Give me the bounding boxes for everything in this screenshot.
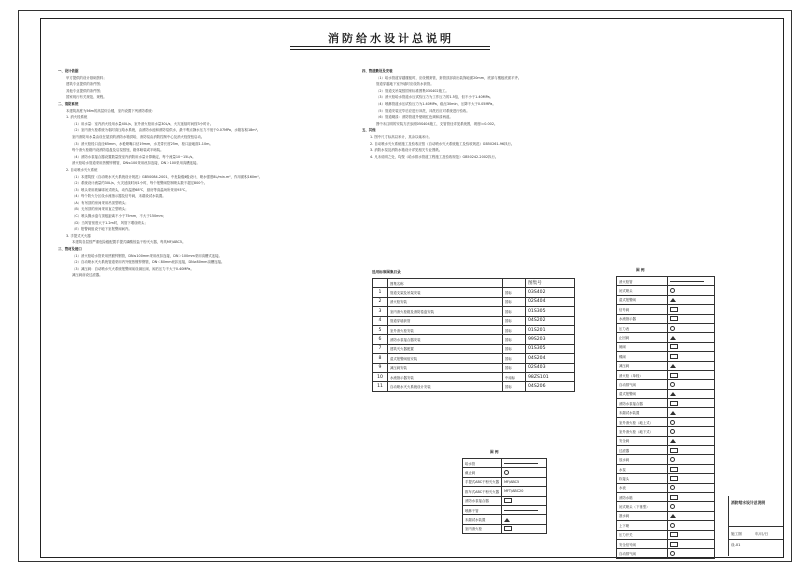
legend-symbol-cell (668, 464, 715, 473)
legend-row (463, 459, 547, 468)
legend2-caption: 图 例 (636, 268, 645, 272)
legend-name: 湿式报警阀 (617, 295, 668, 304)
box-symbol-icon (504, 498, 512, 503)
legend-symbol-text: MF/ABC5 (504, 479, 520, 484)
dot-symbol-icon (670, 420, 675, 425)
note-line: （1）本建筑按《自动喷水灭火系统设计规范》GB50084-2001，中危险级Ⅱ级设计，喷水强度8L/min.m²，作用面积160m²。 (72, 174, 263, 179)
legend-symbol-cell (668, 427, 715, 436)
note-line: （2）自动喷水灭火系统管道采用内外壁热镀锌钢管，DN＜80mm丝扣连接，DN≥80mm沟槽连接。 (72, 260, 225, 265)
legend-symbol-cell (668, 314, 715, 323)
legend-symbol-cell (668, 342, 715, 351)
dot-symbol-icon (670, 457, 675, 462)
legend-symbol-cell (668, 492, 715, 501)
atlas-kind: 国标 (503, 344, 526, 353)
legend-name: 减压阀 (617, 361, 668, 370)
dot-symbol-icon (670, 326, 675, 331)
legend-symbol-cell (668, 286, 715, 295)
table-row (373, 344, 575, 353)
note-line: 消火栓给水管道采用热镀锌钢管，DN≤100采用丝扣连接，DN＞100采用沟槽连接。 (72, 161, 200, 166)
legend-row (463, 496, 547, 505)
box-symbol-icon (670, 344, 678, 349)
box-symbol-icon (670, 542, 678, 547)
legend-row (463, 477, 547, 486)
box-symbol-icon (670, 476, 678, 481)
atlas-kind: 国标 (503, 307, 526, 316)
note-line: （D）当风管宽度大于1.2m时，风管下增设喷头； (72, 220, 148, 225)
tri-symbol-icon (670, 392, 676, 396)
legend-name: 软接头 (617, 474, 668, 483)
atlas-code: 02S404 (526, 297, 575, 306)
table-row (373, 288, 575, 297)
note-line: （3）喷头采用玻璃球闭式喷头，动作温度68℃，厨房等高温场所采用93℃。 (72, 187, 189, 192)
tri-symbol-icon (670, 298, 676, 302)
table-row (373, 363, 575, 372)
legend-symbol-cell (502, 477, 547, 486)
atlas-code: 98ZS101 (526, 372, 575, 381)
legend-symbol-cell (668, 295, 715, 304)
note-line: 五、其他 (362, 128, 376, 133)
note-line: 1. 消火栓系统 (66, 115, 88, 120)
note-line: 1. 图中尺寸标高以米计，其余以毫米计。 (370, 134, 432, 139)
legend-symbol-cell (668, 305, 715, 314)
dot-symbol-icon (504, 470, 509, 475)
note-line: 3. 手提式灭火器 (66, 233, 91, 238)
note-line: 二、消防系统 (58, 101, 79, 106)
row-number: 6 (373, 335, 388, 344)
legend-row (617, 408, 715, 417)
legend-row (617, 483, 715, 492)
legend-symbol-cell (668, 333, 715, 342)
title-block-rule (729, 539, 783, 540)
legend-symbol-cell (668, 352, 715, 361)
legend-name: 泄水阀 (617, 511, 668, 520)
legend-row (617, 342, 715, 351)
legend-symbol-cell (502, 459, 547, 468)
note-line: （4）喷淋管道水压试验压力为1.40MPa，稳压30min，压降不大于0.05MPa。 (376, 101, 496, 106)
note-line: 四、管道敷设及安装 (362, 69, 393, 73)
header-cell: 图集名称 (388, 279, 503, 288)
note-line: （1）消火栓给水管采用热镀锌钢管，DN≤100mm采用丝扣连接，DN＞100mm采用沟槽式连接。 (72, 253, 222, 258)
legend-name: 手提式ABC干粉灭火器 (463, 477, 502, 486)
dot-symbol-icon (670, 429, 675, 434)
legend-table-2 (616, 276, 715, 559)
note-line: 每个消火栓箱内设消防卷盘及启泵按钮，箱体暗装或半暗装。 (72, 148, 164, 153)
note-line: 2. 自动喷水灭火系统 (66, 167, 98, 172)
atlas-code: 99S203 (526, 335, 575, 344)
legend-symbol-cell (668, 502, 715, 511)
note-line: （4）每个防火分区设水流指示器及信号阀，末端设试水装置。 (72, 194, 166, 199)
legend-row (463, 515, 547, 524)
atlas-kind: 国标 (503, 297, 526, 306)
box-symbol-icon (670, 307, 678, 312)
note-line: （1）用水量：室内消火栓用水量40L/s，室外消火栓用水量30L/s，火灾延续时间按3小时计。 (72, 121, 214, 126)
atlas-name: 室内消火栓箱及消防卷盘安装 (388, 307, 503, 316)
legend-symbol-cell (502, 468, 547, 477)
row-number: 7 (373, 344, 388, 353)
header-cell (503, 279, 526, 288)
legend-row (617, 436, 715, 445)
title-block-number: 设-01 (731, 543, 741, 547)
legend-symbol-cell (668, 408, 715, 417)
legend-symbol-cell (668, 370, 715, 379)
table-row (373, 307, 575, 316)
dot-symbol-icon (670, 485, 675, 490)
row-number: 11 (373, 382, 388, 391)
atlas-code: 01S201 (526, 325, 575, 334)
std-table-caption: 选用标准图集目录 (372, 270, 401, 274)
legend-name: 消防水泵接合器 (463, 496, 502, 505)
legend-row (617, 361, 715, 370)
header-cell: 图集号 (526, 279, 575, 288)
note-line: 一、设计依据 (58, 69, 79, 73)
legend-symbol-cell (668, 549, 715, 558)
legend-symbol-cell (668, 483, 715, 492)
legend-row (617, 417, 715, 426)
legend-row (617, 521, 715, 530)
legend-name: 安全信号阀 (617, 539, 668, 548)
legend-symbol-cell (668, 277, 715, 286)
box-symbol-icon (670, 532, 678, 537)
legend-row (617, 295, 715, 304)
legend-symbol-cell (668, 455, 715, 464)
atlas-code: 04S204 (526, 354, 575, 363)
legend-symbol-text: MFT/ABC20 (504, 489, 524, 494)
note-line: （B）无吊顶的房间采用直立型喷头； (72, 207, 129, 212)
legend-name: 末端试水装置 (463, 515, 502, 524)
atlas-name: 建筑灭火器配置 (388, 344, 503, 353)
atlas-code: 04S202 (526, 316, 575, 325)
legend-symbol-cell (502, 524, 547, 533)
row-number: 2 (373, 297, 388, 306)
legend-row (617, 333, 715, 342)
legend-name: 推车式ABC干粉灭火器 (463, 487, 502, 496)
legend-name: 消火栓（单栓） (617, 370, 668, 379)
note-line: 2. 自动喷水灭火系统施工及验收应按《自动喷水灭火系统施工及验收规范》GB50261-96执行。 (370, 141, 515, 146)
legend-name: 安全阀 (617, 436, 668, 445)
note-line: （5）管道安装完毕后应进行冲洗，冲洗后应对系统进行验收。 (376, 108, 470, 113)
row-number: 10 (373, 372, 388, 381)
box-symbol-icon (670, 467, 678, 472)
tri-symbol-icon (670, 411, 676, 415)
note-line: 减压阀前设过滤器。 (72, 273, 103, 278)
title-underline (290, 46, 490, 50)
table-row (373, 335, 575, 344)
legend-name: 闭式喷头（下垂型） (617, 502, 668, 511)
note-line: 管道穿越地下室外墙时应设防水套管。 (376, 82, 434, 87)
legend-name: 自动排气阀 (617, 380, 668, 389)
note-line: 3. 消防水泵及消防水箱设计详见相关专业图纸。 (370, 148, 443, 153)
atlas-kind: 国标 (503, 382, 526, 391)
tri-symbol-icon (670, 514, 676, 518)
title-block-name: 消防给水设计总说明 (731, 500, 766, 505)
dot-symbol-icon (670, 504, 675, 509)
row-number: 5 (373, 325, 388, 334)
tri-symbol-icon (670, 439, 676, 443)
line-symbol-icon (670, 281, 704, 282)
atlas-name: 湿式报警阀组安装 (388, 354, 503, 363)
dot-symbol-icon (670, 551, 675, 556)
legend-row (617, 389, 715, 398)
legend-row (617, 427, 715, 436)
left-notes-column (58, 68, 358, 279)
atlas-name: 减压阀安装 (388, 363, 503, 372)
legend-row (463, 524, 547, 533)
title-block (728, 496, 783, 556)
legend-symbol-cell (668, 361, 715, 370)
atlas-kind: 国标 (503, 335, 526, 344)
legend-name: 自动排气阀 (617, 549, 668, 558)
line-symbol-icon (504, 463, 538, 464)
legend-name: 消防水泵接合器 (617, 399, 668, 408)
legend-symbol-cell (502, 505, 547, 514)
note-line: （C）喷头溅水盘与顶板距离不小于75mm，不大于150mm； (72, 214, 167, 219)
legend-row (617, 286, 715, 295)
legend-name: 给水管 (463, 459, 502, 468)
atlas-kind: 国标 (503, 325, 526, 334)
row-number: 3 (373, 307, 388, 316)
atlas-kind: 国标 (503, 288, 526, 297)
note-line: 建筑专业提供的条件图； (66, 82, 104, 87)
legend-row (617, 539, 715, 548)
legend-name: 压力开关 (617, 530, 668, 539)
legend-symbol-cell (668, 417, 715, 426)
legend-row (617, 380, 715, 389)
note-line: 其他专业提供的条件图； (66, 88, 104, 93)
legend-name: 室外消火栓（地下式） (617, 427, 668, 436)
atlas-code: 01S305 (526, 344, 575, 353)
title-block-stage: 施工图 (731, 532, 742, 536)
atlas-name: 室外消火栓安装 (388, 325, 503, 334)
legend-row (617, 446, 715, 455)
row-number: 9 (373, 363, 388, 372)
box-symbol-icon (670, 354, 678, 359)
atlas-name: 水流指示器安装 (388, 372, 503, 381)
legend1-caption: 图 例 (490, 450, 499, 454)
legend-row (617, 474, 715, 483)
legend-name: 信号阀 (617, 305, 668, 314)
atlas-kind: 国标 (503, 316, 526, 325)
line-symbol-icon (504, 510, 538, 511)
legend-name: 截止阀 (463, 468, 502, 477)
tri-symbol-icon (670, 364, 676, 368)
legend-name: 水泵 (617, 464, 668, 473)
legend-symbol-cell (668, 446, 715, 455)
legend-name: 放水阀 (617, 455, 668, 464)
legend-name: 室外消火栓（地上式） (617, 417, 668, 426)
title-block-date: 年/月/日 (755, 532, 769, 536)
legend-symbol-cell (668, 511, 715, 520)
legend-row (617, 352, 715, 361)
legend-symbol-cell (668, 530, 715, 539)
note-line: （3）减压阀：自动喷水灭火系统报警阀前设减压阀，阀后压力不大于0.40MPa。 (72, 266, 194, 271)
atlas-name: 管道穿墙套管 (388, 316, 503, 325)
legend-symbol-cell (668, 436, 715, 445)
atlas-kind: 中南标 (503, 372, 526, 381)
note-line: （3）消火栓栓口直径65mm，水枪喷嘴口径19mm，水龙带长度25m，栓口距地面1.10m。 (72, 141, 213, 146)
dot-symbol-icon (670, 288, 675, 293)
legend-name: 水流指示器 (617, 314, 668, 323)
legend-row (617, 323, 715, 332)
legend-symbol-cell (668, 539, 715, 548)
legend-table-1 (462, 458, 547, 534)
legend-symbol-cell (502, 496, 547, 505)
table-row (373, 316, 575, 325)
box-symbol-icon (670, 401, 678, 406)
row-number: 1 (373, 288, 388, 297)
legend-symbol-cell (668, 380, 715, 389)
row-number: 4 (373, 316, 388, 325)
atlas-name: 消防水泵接合器安装 (388, 335, 503, 344)
note-line: （E）报警阀组设于地下室报警阀间内。 (72, 227, 132, 232)
legend-name: 压力表 (617, 323, 668, 332)
legend-name: 消火栓管 (617, 277, 668, 286)
box-symbol-icon (670, 316, 678, 321)
table-row (373, 354, 575, 363)
table-row (373, 382, 575, 391)
atlas-code: 03S402 (526, 288, 575, 297)
legend-row (463, 468, 547, 477)
header-cell (373, 279, 388, 288)
row-number: 8 (373, 354, 388, 363)
legend-row (463, 487, 547, 496)
table-row (373, 297, 575, 306)
legend-row (617, 277, 715, 286)
note-line: 本建筑高度为56m的高层综合楼，室内设置下列消防系统： (66, 108, 155, 113)
note-line: 三、管材及接口 (58, 247, 82, 252)
legend-name: 上下喷 (617, 521, 668, 530)
note-line: 室内消防用水量由设在屋顶的消防水箱供给，消防泵由消防控制中心及消火栓按钮启动。 (72, 134, 205, 139)
note-line: （3）消火栓给水管道水压试验压力为工作压力的1.5倍，但不小于1.40MPa。 (376, 95, 493, 100)
legend-row (463, 505, 547, 514)
legend-symbol-cell (668, 389, 715, 398)
atlas-code: 01S305 (526, 307, 575, 316)
note-line: （2）室内消火栓系统为临时高压给水系统，由消防水池和消防泵供水，最不利点静水压力不低于0.07MPa，水箱容积18m³。 (72, 128, 261, 133)
atlas-name: 管道支架及吊架安装 (388, 288, 503, 297)
box-symbol-icon (670, 373, 678, 378)
legend-row (617, 370, 715, 379)
note-line: 甲方提供的设计基础资料； (66, 75, 107, 80)
legend-name: 水表 (617, 483, 668, 492)
legend-symbol-cell (502, 515, 547, 524)
legend-row (617, 314, 715, 323)
tri-symbol-icon (504, 518, 510, 522)
atlas-code: 04S206 (526, 382, 575, 391)
note-line: 国家现行有关规范、规程。 (66, 95, 107, 100)
standard-atlas-table (372, 278, 575, 392)
note-line: 4. 凡未说明之处，均按《给水排水管道工程施工及验收规范》GB50242-2002执行。 (370, 154, 499, 159)
note-line: （1）给水管道穿越楼板时，应设钢套管，套管顶部高出装饰地面20mm，底部与楼板底面平齐。 (376, 75, 522, 80)
legend-row (617, 492, 715, 501)
atlas-kind: 国标 (503, 363, 526, 372)
legend-name: 湿式报警阀 (617, 389, 668, 398)
legend-symbol-cell (502, 487, 547, 496)
legend-symbol-cell (668, 474, 715, 483)
page-title: 消防给水设计总说明 (328, 32, 454, 45)
note-line: （2）管道支吊架按国家标准图集03S402施工。 (376, 88, 449, 93)
box-symbol-icon (504, 526, 512, 531)
title-block-rule (729, 526, 783, 527)
note-line: （A）有吊顶的房间采用吊顶型喷头； (72, 200, 129, 205)
legend-name: 闸阀 (617, 342, 668, 351)
legend-symbol-cell (668, 399, 715, 408)
table-row (373, 325, 575, 334)
legend-name: 过滤器 (617, 446, 668, 455)
table-row (373, 372, 575, 381)
legend-symbol-cell (668, 323, 715, 332)
legend-name: 闭式喷头 (617, 286, 668, 295)
box-symbol-icon (670, 495, 678, 500)
legend-name: 蝶阀 (617, 352, 668, 361)
legend-row (617, 305, 715, 314)
legend-name: 消防水箱 (617, 492, 668, 501)
note-line: （2）系统设计流量约30L/s，火灾延续时间1小时，每个报警阀控制喷头数不超过800个。 (72, 181, 208, 186)
tri-symbol-icon (670, 336, 676, 340)
legend-name: 喷淋干管 (463, 505, 502, 514)
atlas-name: 消火栓安装 (388, 297, 503, 306)
legend-name: 室内消火栓 (463, 524, 502, 533)
legend-row (617, 549, 715, 558)
legend-row (617, 399, 715, 408)
legend-symbol-cell (668, 521, 715, 530)
legend-name: 末端试水装置 (617, 408, 668, 417)
atlas-code: 02S403 (526, 363, 575, 372)
dot-symbol-icon (670, 382, 675, 387)
dot-symbol-icon (670, 523, 675, 528)
legend-name: 止回阀 (617, 333, 668, 342)
legend-row (617, 455, 715, 464)
right-notes-column (362, 68, 772, 160)
note-line: 图中未注明的安装方法参照05S404施工，支管管径详见系统图，坡度i=0.002。 (376, 121, 498, 126)
note-line: 本建筑各层按严重危险级配置手提式磷酸铵盐干粉灭火器，每具MF/ABC5。 (72, 240, 186, 245)
legend-row (617, 530, 715, 539)
atlas-kind: 国标 (503, 354, 526, 363)
table-header-row (373, 279, 575, 288)
legend-row (617, 511, 715, 520)
note-line: （4）消防水泵接合器设置数量按室内消防用水量计算确定，每个流量10~15L/s。 (72, 154, 196, 159)
atlas-name: 自动喷水灭火系统设计安装 (388, 382, 503, 391)
legend-row (617, 502, 715, 511)
legend-row (617, 464, 715, 473)
box-symbol-icon (670, 448, 678, 453)
note-line: （6）管道刷漆：消防管道外壁刷红色调和漆两道。 (376, 115, 453, 120)
